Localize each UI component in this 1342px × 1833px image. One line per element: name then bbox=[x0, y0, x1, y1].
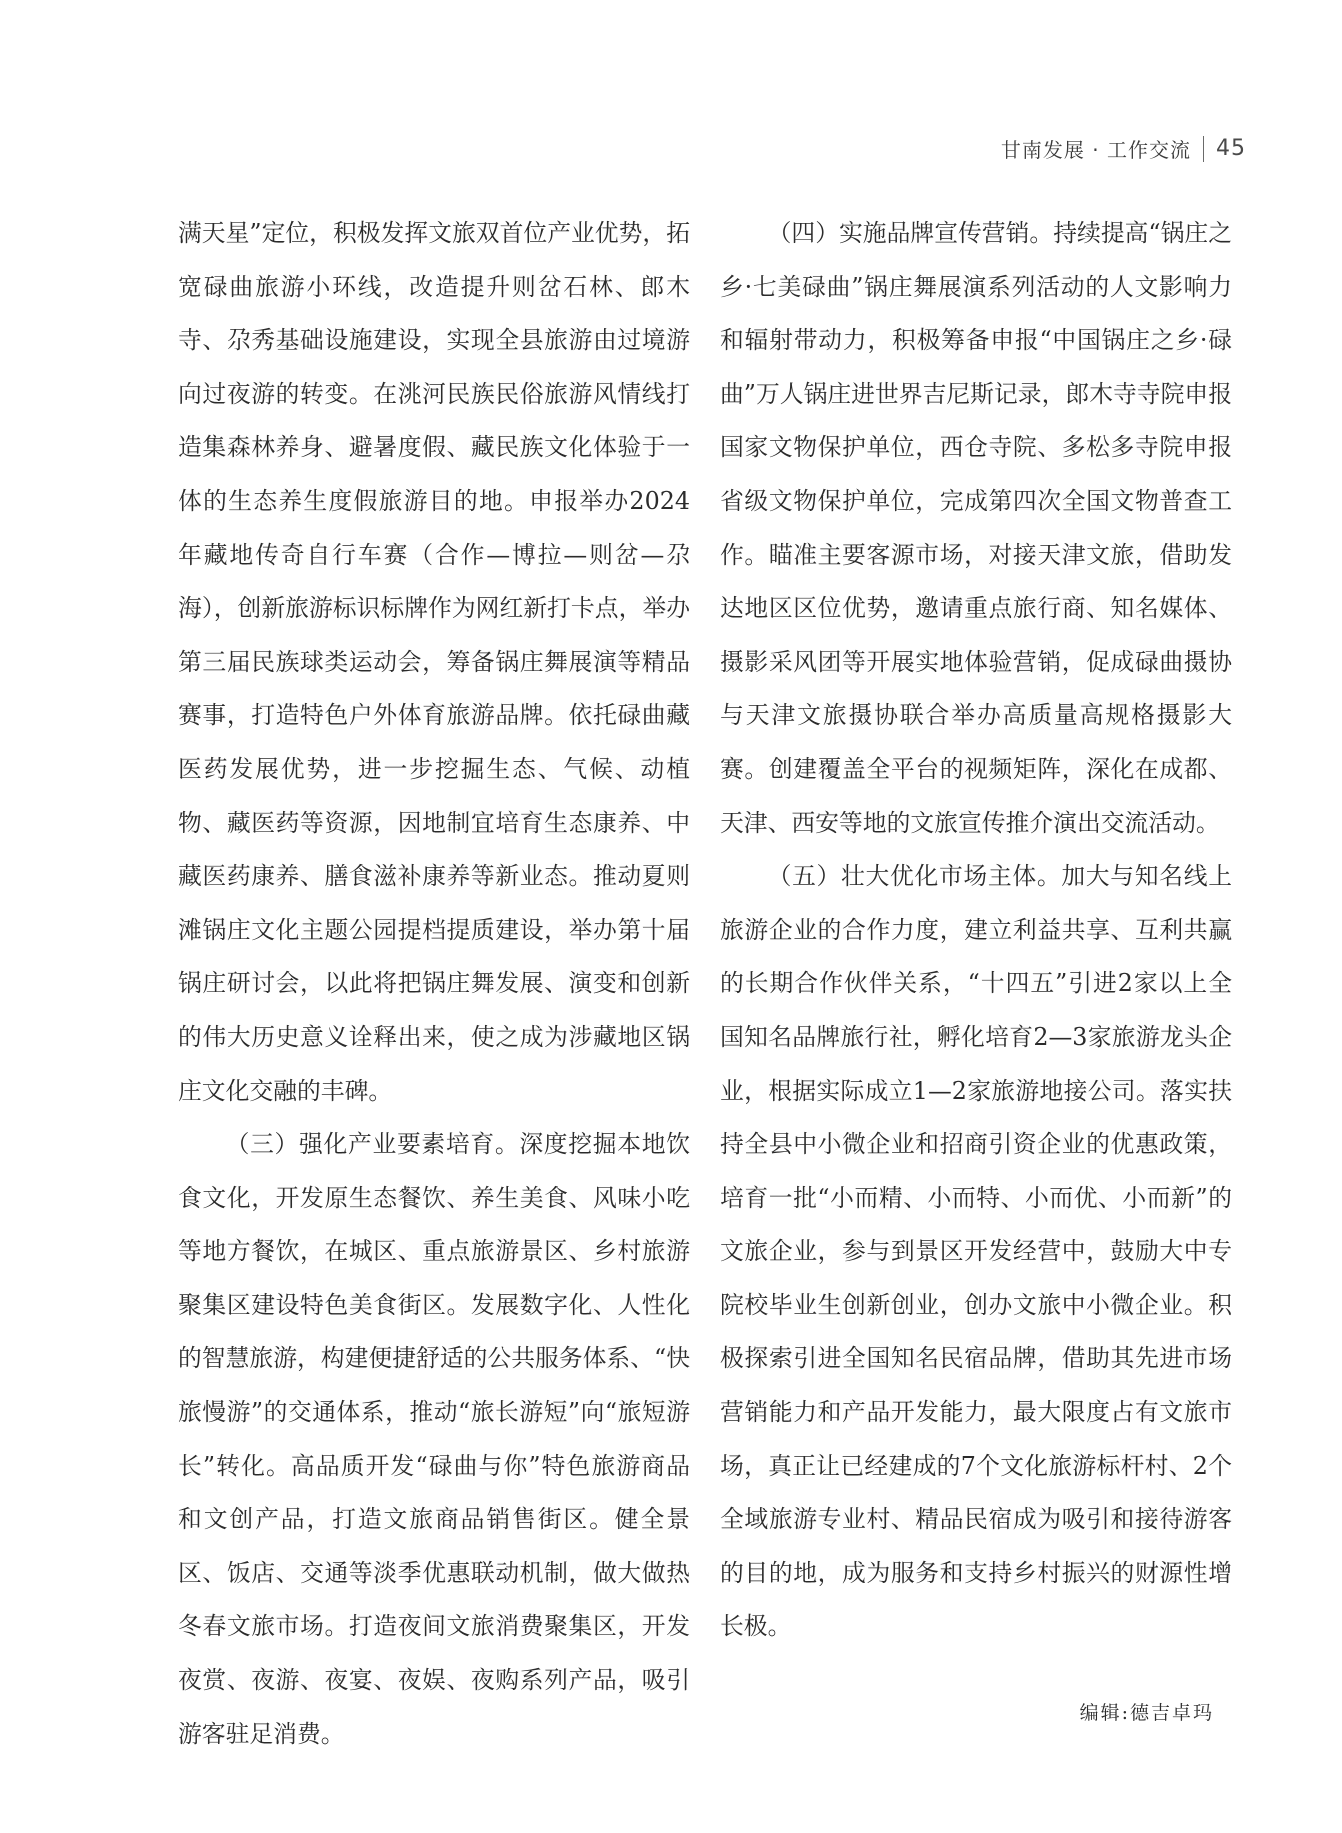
editor-credit: 编辑:德吉卓玛 bbox=[1079, 1702, 1214, 1724]
page-number: 45 bbox=[1216, 136, 1246, 161]
paragraph-section-3: （三）强化产业要素培育。深度挖掘本地饮食文化，开发原生态餐饮、养生美食、风味小吃等地方餐饮，在城区、重点旅游景区、乡村旅游聚集区建设特色美食街区。发展数字化、人性化的智慧旅游，构建便捷舒适的公共服务体系、“快旅慢游”的交通体系，推动“旅长游短”向“旅短游长”转化。高品质开发“碌曲与你”特色旅游商品和文创产品，打造文旅商品销售街区。健全景区、饭店、交通等淡季优惠联动机制，做大做热冬春文旅市场。打造夜间文旅消费聚集区，开发夜赏、夜游、夜宴、夜娱、夜购系列产品，吸引游客驻足消费。 bbox=[178, 1130, 690, 1748]
paragraph-section-5: （五）壮大优化市场主体。加大与知名线上旅游企业的合作力度，建立利益共享、互利共赢的长期合作伙伴关系，“十四五”引进2家以上全国知名品牌旅行社，孵化培育2—3家旅游龙头企业，根据实际成立1—2家旅游地接公司。落实扶持全县中小微企业和招商引资企业的优惠政策，培育一批“小而精、小而特、小而优、小而新”的文旅企业，参与到景区开发经营中，鼓励大中专院校毕业生创新创业，创办文旅中小微企业。积极探索引进全国知名民宿品牌，借助其先进市场营销能力和产品开发能力，最大限度占有文旅市场，真正让已经建成的7个文化旅游标杆村、2个全域旅游专业村、精品民宿成为吸引和接待游客的目的地，成为服务和支持乡村振兴的财源性增长极。 bbox=[720, 862, 1232, 1641]
right-column bbox=[720, 207, 1232, 1654]
section-title: 甘南发展 · 工作交流 bbox=[1000, 138, 1191, 162]
left-column bbox=[178, 207, 690, 1761]
paragraph-section-4: （四）实施品牌宣传营销。持续提高“锅庄之乡·七美碌曲”锅庄舞展演系列活动的人文影响力和辐射带动力，积极筹备申报“中国锅庄之乡·碌曲”万人锅庄进世界吉尼斯记录，郎木寺寺院申报国家文物保护单位，西仓寺院、多松多寺院申报省级文物保护单位，完成第四次全国文物普查工作。瞄准主要客源市场，对接天津文旅，借助发达地区区位优势，邀请重点旅行商、知名媒体、摄影采风团等开展实地体验营销，促成碌曲摄协与天津文旅摄协联合举办高质量高规格摄影大赛。创建覆盖全平台的视频矩阵，深化在成都、天津、西安等地的文旅宣传推介演出交流活动。 bbox=[720, 219, 1232, 837]
running-header bbox=[1001, 134, 1246, 163]
header-divider bbox=[1203, 136, 1204, 162]
paragraph-continuation: 满天星”定位，积极发挥文旅双首位产业优势，拓宽碌曲旅游小环线，改造提升则岔石林、郎木寺、尕秀基础设施建设，实现全县旅游由过境游向过夜游的转变。在洮河民族民俗旅游风情线打造集森林养身、避暑度假、藏民族文化体验于一体的生态养生度假旅游目的地。申报举办2024年藏地传奇自行车赛（合作—博拉—则岔—尕海），创新旅游标识标牌作为网红新打卡点，举办第三届民族球类运动会，筹备锅庄舞展演等精品赛事，打造特色户外体育旅游品牌。依托碌曲藏医药发展优势，进一步挖掘生态、气候、动植物、藏医药等资源，因地制宜培育生态康养、中藏医药康养、膳食滋补康养等新业态。推动夏则滩锅庄文化主题公园提档提质建设，举办第十届锅庄研讨会，以此将把锅庄舞发展、演变和创新的伟大历史意义诠释出来，使之成为涉藏地区锅庄文化交融的丰碑。 bbox=[178, 219, 690, 1105]
